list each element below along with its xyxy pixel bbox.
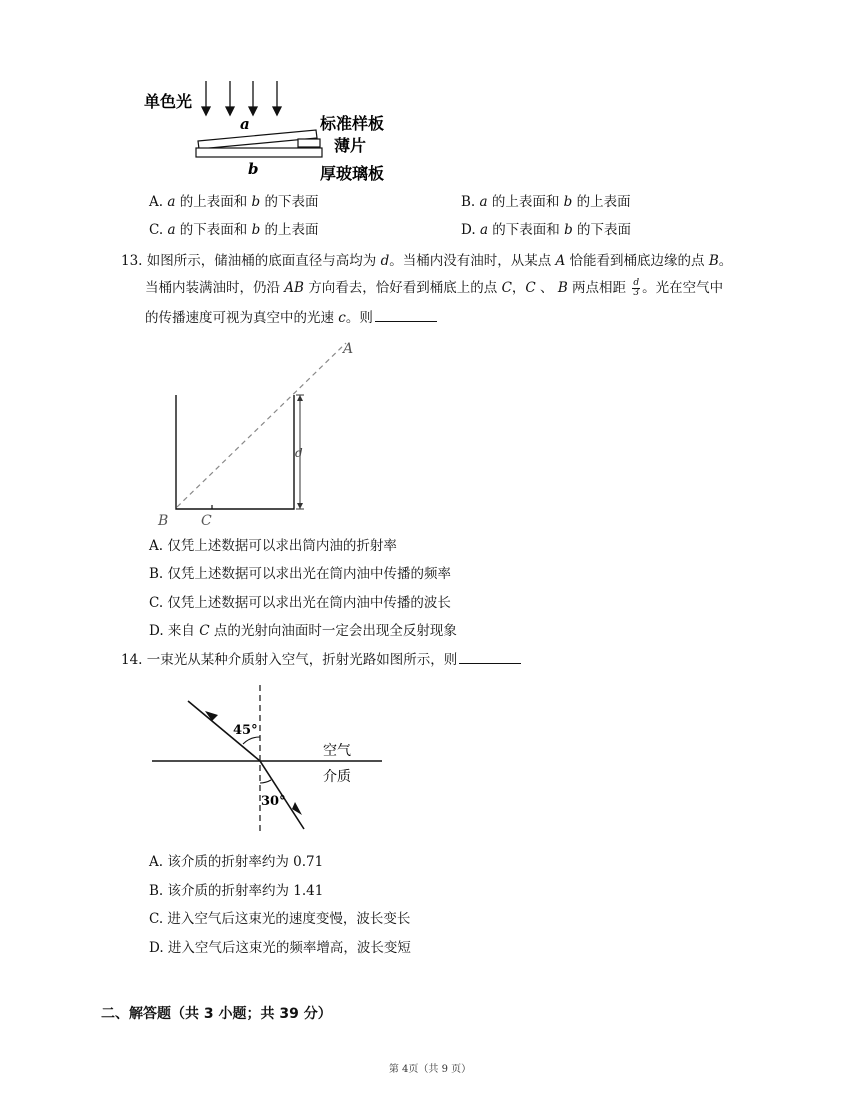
angle-arc-45	[243, 737, 260, 744]
figure-oil-tank	[150, 335, 370, 530]
light-arrows	[202, 81, 281, 115]
q13-option-a: A. 仅凭上述数据可以求出筒内油的折射率	[149, 538, 397, 554]
plate-b-label: b	[248, 160, 259, 178]
figure-interference-plates	[140, 75, 410, 187]
label-medium: 介质	[323, 769, 351, 785]
q13-option-d: D. 来自 C 点的光射向油面时一定会出现全反射现象	[149, 623, 457, 639]
label-c: C	[201, 513, 212, 529]
q13-stem-line3: 的传播速度可视为真空中的光速 c。则	[145, 309, 437, 327]
q12-option-a: A. a 的上表面和 b 的下表面	[149, 194, 319, 210]
dimension-arrow-top	[297, 395, 303, 401]
label-standard-plate: 标准样板	[320, 114, 385, 133]
q12-option-c: C. a 的下表面和 b 的上表面	[149, 222, 319, 238]
plate-a-label: a	[240, 115, 250, 133]
q13-option-b: B. 仅凭上述数据可以求出光在筒内油中传播的频率	[149, 566, 452, 582]
q14-option-c: C. 进入空气后这束光的速度变慢，波长变长	[149, 911, 411, 927]
section-heading: 二、解答题（共 3 小题；共 39 分）	[101, 1006, 332, 1022]
label-d: d	[295, 446, 303, 460]
label-a: A	[343, 341, 354, 357]
dimension-arrow-bottom	[297, 503, 303, 509]
page-footer: 第 4页（共 9 页）	[388, 1064, 472, 1075]
q12-option-d: D. a 的下表面和 b 的下表面	[461, 222, 632, 238]
q12-option-b: B. a 的上表面和 b 的上表面	[461, 194, 631, 210]
angle-bottom-label: 30°	[261, 794, 286, 809]
q14-option-a: A. 该介质的折射率约为 0.71	[149, 854, 324, 870]
label-thick-glass: 厚玻璃板	[320, 164, 385, 183]
tank-outline	[176, 395, 294, 509]
label-air: 空气	[323, 743, 351, 759]
q13-stem-line2: 当桶内装满油时，仍沿 AB 方向看去，恰好看到桶底上的点 C，C 、 B 两点相距 $\frac{d}{3}$ 。光在空气中	[145, 278, 724, 298]
thick-glass-plate	[196, 148, 322, 157]
answer-blank	[375, 309, 437, 322]
q14-option-b: B. 该介质的折射率约为 1.41	[149, 883, 324, 899]
q13-option-c: C. 仅凭上述数据可以求出光在筒内油中传播的波长	[149, 595, 451, 611]
q13-stem-line1: 13. 如图所示，储油桶的底面直径与高均为 d。当桶内没有油时，从某点 A 恰能看到桶底边缘的点 B。	[121, 253, 733, 269]
label-thin-piece: 薄片	[334, 136, 367, 155]
q14-option-d: D. 进入空气后这束光的频率增高，波长变短	[149, 940, 411, 956]
fraction-d-over-3: $\frac{d}{3}$	[633, 278, 640, 298]
q14-stem: 14. 一束光从某种介质射入空气，折射光路如图所示，则	[121, 651, 521, 669]
figure-refraction	[150, 683, 390, 835]
thin-piece	[298, 139, 320, 147]
light-label: 单色光	[144, 92, 193, 111]
sight-line-ab	[177, 343, 346, 507]
angle-top-label: 45°	[233, 723, 258, 738]
label-b: B	[158, 513, 169, 529]
angle-arc-30	[260, 780, 271, 783]
answer-blank	[459, 651, 521, 664]
